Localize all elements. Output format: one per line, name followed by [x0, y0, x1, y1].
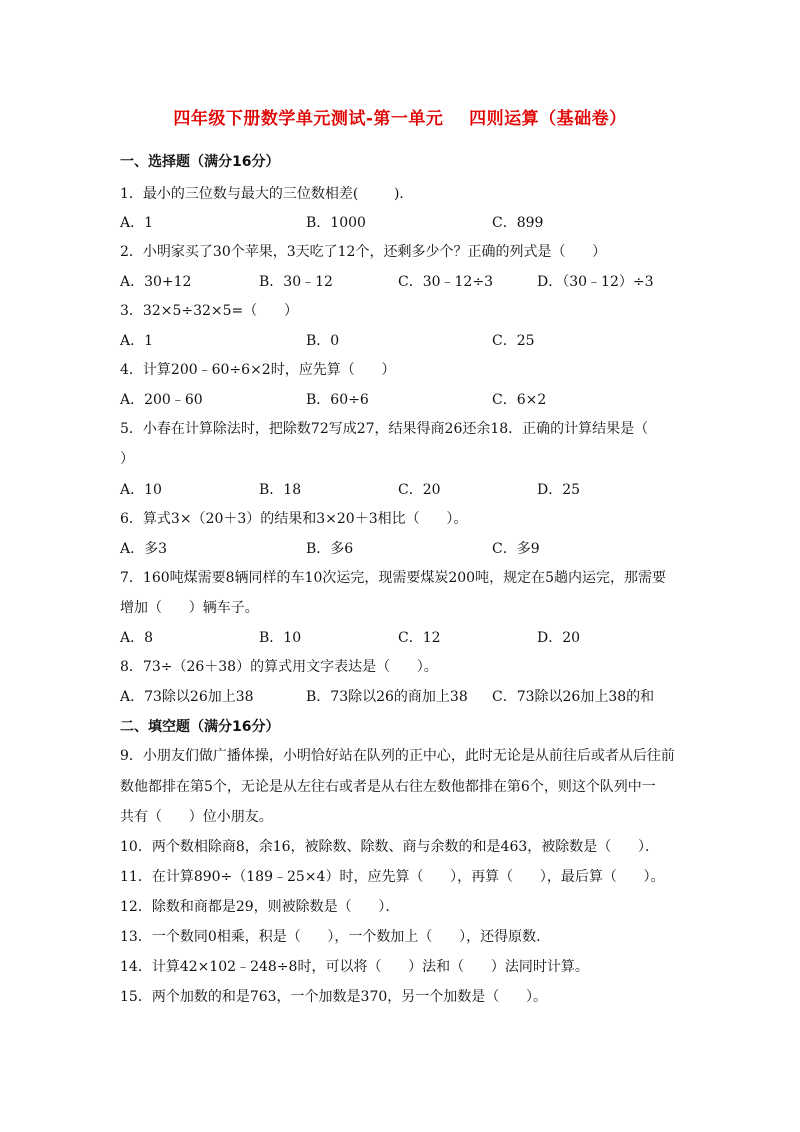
question-4-stem: 4．计算200﹣60÷6×2时，应先算（ ）	[120, 362, 396, 378]
question-7-option-d: D．20	[537, 630, 581, 646]
question-9-line-2: 数他都排在第5个，无论是从左往右或者是从右往左数他都排在第6个，则这个队列中一	[120, 779, 656, 795]
question-7-stem-cont: 增加（ ）辆车子。	[120, 600, 259, 616]
question-8-option-b: B．73除以26的商加上38	[306, 689, 468, 705]
question-15: 15．两个加数的和是763，一个加数是370，另一个加数是（ ）。	[120, 989, 547, 1005]
question-1-option-a: A．1	[120, 215, 154, 231]
question-2-option-d: D．（30﹣12）÷3	[537, 274, 654, 290]
question-5-option-c: C．20	[398, 482, 441, 498]
question-4-option-a: A．200﹣60	[120, 392, 203, 408]
question-6-option-a: A．多3	[120, 541, 168, 557]
question-3-option-a: A．1	[120, 333, 154, 349]
section-heading-choice: 一、选择题（满分16分）	[120, 154, 280, 170]
question-4-option-b: B．60÷6	[306, 392, 369, 408]
question-11: 11．在计算890÷（189﹣25×4）时，应先算（ ），再算（ ），最后算（ ）。	[120, 869, 665, 885]
question-5-option-a: A．10	[120, 482, 162, 498]
question-12: 12．除数和商都是29，则被除数是（ ）．	[120, 899, 400, 915]
question-6-option-c: C．多9	[492, 541, 540, 557]
question-3-stem: 3．32×5÷32×5=（ ）	[120, 303, 298, 319]
question-7-option-b: B．10	[259, 630, 302, 646]
question-14: 14．计算42×102﹣248÷8时，可以将（ ）法和（ ）法同时计算。	[120, 959, 589, 975]
question-5-stem: 5．小春在计算除法时，把除数72写成27，结果得商26还余18．正确的计算结果是（	[120, 421, 649, 437]
section-heading-fill: 二、填空题（满分16分）	[120, 719, 280, 735]
question-8-option-a: A．73除以26加上38	[120, 689, 254, 705]
question-9-line-1: 9．小朋友们做广播体操，小明恰好站在队列的正中心，此时无论是从前往后或者从后往前	[120, 748, 675, 764]
question-8-stem: 8．73÷（26＋38）的算式用文字表达是（ ）。	[120, 659, 438, 675]
question-7-option-a: A．8	[120, 630, 154, 646]
question-10: 10．两个数相除商8，余16，被除数、除数、商与余数的和是463，被除数是（ ）．	[120, 839, 659, 855]
page-title: 四年级下册数学单元测试-第一单元 四则运算（基础卷）	[173, 109, 627, 129]
question-6-stem: 6．算式3×（20＋3）的结果和3×20＋3相比（ ）。	[120, 511, 468, 527]
question-3-option-c: C．25	[492, 333, 535, 349]
question-2-option-c: C．30﹣12÷3	[398, 274, 493, 290]
question-8-option-c: C．73除以26加上38的和	[492, 689, 655, 705]
question-6-option-b: B．多6	[306, 541, 354, 557]
question-5-stem-cont: ）	[120, 451, 134, 467]
question-1-option-b: B．1000	[306, 215, 366, 231]
question-3-option-b: B．0	[306, 333, 340, 349]
question-2-option-b: B．30﹣12	[259, 274, 333, 290]
question-1-stem: 1．最小的三位数与最大的三位数相差( )．	[120, 186, 414, 202]
question-7-stem: 7．160吨煤需要8辆同样的车10次运完，现需要煤炭200吨，规定在5趟内运完，那需要	[120, 570, 666, 586]
question-2-stem: 2．小明家买了30个苹果，3天吃了12个，还剩多少个？正确的列式是（ ）	[120, 244, 607, 260]
question-7-option-c: C．12	[398, 630, 441, 646]
question-5-option-b: B．18	[259, 482, 302, 498]
question-9-line-3: 共有（ ）位小朋友。	[120, 809, 273, 825]
question-4-option-c: C．6×2	[492, 392, 547, 408]
question-13: 13．一个数同0相乘，积是（ ），一个数加上（ ），还得原数．	[120, 929, 551, 945]
question-5-option-d: D．25	[537, 482, 581, 498]
question-2-option-a: A．30+12	[120, 274, 192, 290]
question-1-option-c: C．899	[492, 215, 544, 231]
